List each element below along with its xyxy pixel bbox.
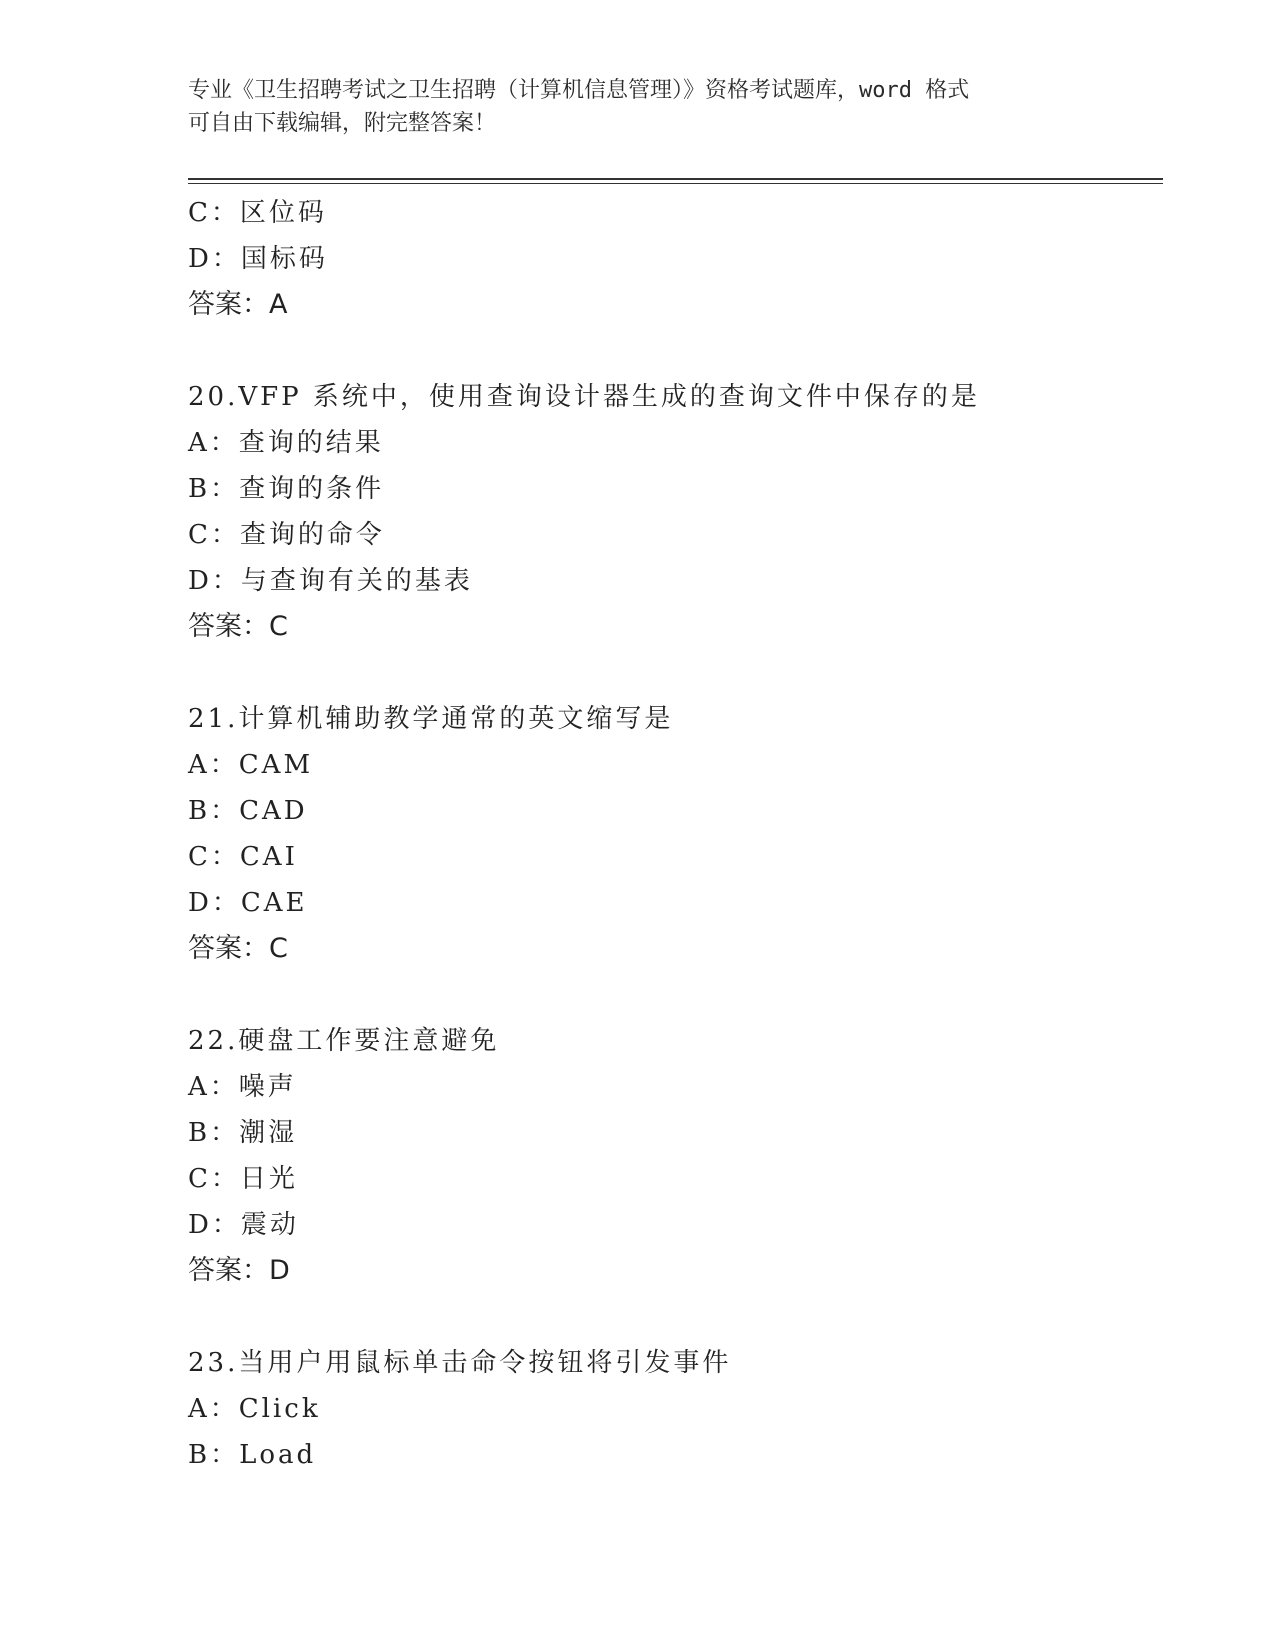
header-divider-thick xyxy=(188,178,1163,180)
answer-line: 答案：C xyxy=(188,611,288,642)
option-d: D：CAE xyxy=(188,888,308,918)
option-c: C：日光 xyxy=(188,1164,298,1194)
option-d: D：与查询有关的基表 xyxy=(188,566,473,596)
question-20 xyxy=(188,374,1163,650)
question-title: 22.硬盘工作要注意避免 xyxy=(188,1026,500,1056)
document-body xyxy=(188,190,1163,1478)
option-b: B：Load xyxy=(188,1440,317,1470)
option-c: C：CAI xyxy=(188,842,298,872)
header-line-2: 可自由下载编辑，附完整答案！ xyxy=(188,111,497,136)
header-line-1: 专业《卫生招聘考试之卫生招聘（计算机信息管理）》资格考试题库，word 格式 xyxy=(188,78,970,103)
option-a: A：查询的结果 xyxy=(188,428,384,458)
answer-line: 答案：C xyxy=(188,933,288,964)
question-22 xyxy=(188,1018,1163,1294)
option-d: D：震动 xyxy=(188,1210,299,1240)
option-d: D：国标码 xyxy=(188,244,328,274)
header-divider-thin xyxy=(188,183,1163,184)
option-c: C：查询的命令 xyxy=(188,520,385,550)
option-a: A：Click xyxy=(188,1394,321,1424)
option-b: B：潮湿 xyxy=(188,1118,298,1148)
carryover-question xyxy=(188,190,1163,328)
option-c: C：区位码 xyxy=(188,198,327,228)
option-a: A：噪声 xyxy=(188,1072,297,1102)
question-title: 21.计算机辅助教学通常的英文缩写是 xyxy=(188,704,674,734)
question-21 xyxy=(188,696,1163,972)
question-title: 20.VFP 系统中，使用查询设计器生成的查询文件中保存的是 xyxy=(188,382,980,412)
answer-line: 答案：A xyxy=(188,289,288,320)
option-b: B：CAD xyxy=(188,796,308,826)
option-b: B：查询的条件 xyxy=(188,474,385,504)
question-23 xyxy=(188,1340,1163,1478)
question-title: 23.当用户用鼠标单击命令按钮将引发事件 xyxy=(188,1348,732,1378)
document-header xyxy=(188,74,1088,140)
answer-line: 答案：D xyxy=(188,1255,290,1286)
option-a: A：CAM xyxy=(188,750,314,780)
